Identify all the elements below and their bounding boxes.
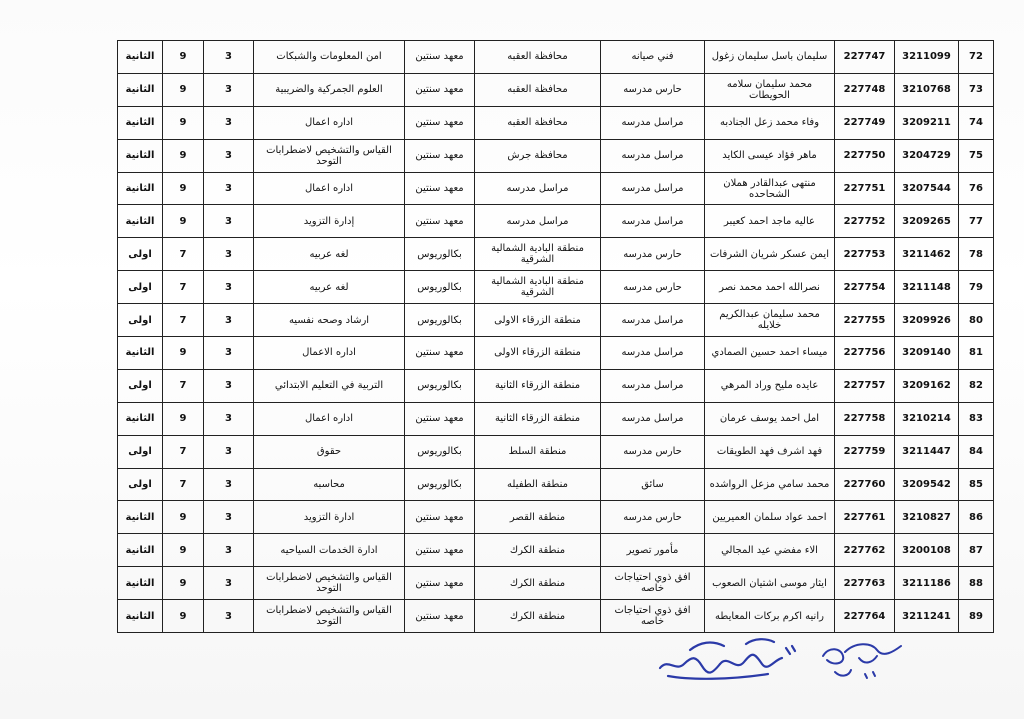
employee-name-cell: منتهى عبدالقادر هملان الشحاحده bbox=[705, 172, 835, 205]
level-cell: اولى bbox=[118, 369, 163, 402]
job-title-cell: سائق bbox=[601, 468, 705, 501]
employee-name-cell: محمد سليمان عبدالكريم خلايله bbox=[705, 304, 835, 337]
row-number-cell: 78 bbox=[959, 238, 994, 271]
national-id-cell: 3207544 bbox=[895, 172, 959, 205]
specialization-cell: محاسبه bbox=[254, 468, 405, 501]
specialization-cell: إدارة التزويد bbox=[254, 205, 405, 238]
directorate-cell: منطقة الكرك bbox=[475, 567, 601, 600]
specialization-cell: التربية في التعليم الابتدائي bbox=[254, 369, 405, 402]
employee-name-cell: ميساء احمد حسين الصمادي bbox=[705, 337, 835, 370]
directorate-cell: محافظة جرش bbox=[475, 139, 601, 172]
directorate-cell: منطقة الزرقاء الاولى bbox=[475, 337, 601, 370]
handwritten-signature bbox=[650, 628, 810, 688]
table-row bbox=[118, 41, 994, 74]
employee-name-cell: ايمن عسكر شريان الشرفات bbox=[705, 238, 835, 271]
employee-name-cell: سليمان باسل سليمان زغول bbox=[705, 41, 835, 74]
handwritten-initials bbox=[815, 632, 910, 692]
grade-cell: 9 bbox=[163, 501, 204, 534]
directorate-cell: منطقة السلط bbox=[475, 435, 601, 468]
national-id-cell: 3209140 bbox=[895, 337, 959, 370]
job-title-cell: فني صيانه bbox=[601, 41, 705, 74]
row-number-cell: 85 bbox=[959, 468, 994, 501]
specialization-cell: اداره اعمال bbox=[254, 402, 405, 435]
sequence-number-cell: 227759 bbox=[835, 435, 895, 468]
grade-cell: 9 bbox=[163, 337, 204, 370]
level-cell: الثانية bbox=[118, 139, 163, 172]
employee-name-cell: محمد سليمان سلامه الحويطات bbox=[705, 73, 835, 106]
category-cell: 3 bbox=[204, 106, 254, 139]
category-cell: 3 bbox=[204, 501, 254, 534]
job-title-cell: مراسل مدرسه bbox=[601, 369, 705, 402]
directorate-cell: مراسل مدرسه bbox=[475, 172, 601, 205]
employee-name-cell: رانيه اكرم بركات المعايطه bbox=[705, 600, 835, 633]
category-cell: 3 bbox=[204, 337, 254, 370]
qualification-cell: معهد سنتين bbox=[405, 172, 475, 205]
sequence-number-cell: 227763 bbox=[835, 567, 895, 600]
specialization-cell: لغه عربيه bbox=[254, 238, 405, 271]
directorate-cell: منطقة الزرقاء الثانية bbox=[475, 369, 601, 402]
directorate-cell: مراسل مدرسه bbox=[475, 205, 601, 238]
directorate-cell: محافظة العقبه bbox=[475, 41, 601, 74]
row-number-cell: 89 bbox=[959, 600, 994, 633]
category-cell: 3 bbox=[204, 172, 254, 205]
national-id-cell: 3211462 bbox=[895, 238, 959, 271]
row-number-cell: 86 bbox=[959, 501, 994, 534]
level-cell: الثانية bbox=[118, 534, 163, 567]
category-cell: 3 bbox=[204, 271, 254, 304]
national-id-cell: 3200108 bbox=[895, 534, 959, 567]
table-row bbox=[118, 501, 994, 534]
category-cell: 3 bbox=[204, 600, 254, 633]
job-title-cell: حارس مدرسه bbox=[601, 435, 705, 468]
specialization-cell: اداره الاعمال bbox=[254, 337, 405, 370]
employee-name-cell: الاء مفضي عيد المجالي bbox=[705, 534, 835, 567]
directorate-cell: محافظة العقبه bbox=[475, 73, 601, 106]
job-title-cell: حارس مدرسه bbox=[601, 271, 705, 304]
table-row bbox=[118, 435, 994, 468]
national-id-cell: 3210768 bbox=[895, 73, 959, 106]
sequence-number-cell: 227750 bbox=[835, 139, 895, 172]
job-title-cell: مراسل مدرسه bbox=[601, 337, 705, 370]
level-cell: اولى bbox=[118, 238, 163, 271]
employee-name-cell: وفاء محمد زعل الجنادبه bbox=[705, 106, 835, 139]
qualification-cell: بكالوريوس bbox=[405, 304, 475, 337]
row-number-cell: 87 bbox=[959, 534, 994, 567]
specialization-cell: اداره اعمال bbox=[254, 172, 405, 205]
specialization-cell: ارشاد وصحه نفسيه bbox=[254, 304, 405, 337]
table-row bbox=[118, 139, 994, 172]
job-title-cell: حارس مدرسه bbox=[601, 238, 705, 271]
level-cell: اولى bbox=[118, 468, 163, 501]
directorate-cell: منطقة القصر bbox=[475, 501, 601, 534]
level-cell: الثانية bbox=[118, 600, 163, 633]
sequence-number-cell: 227751 bbox=[835, 172, 895, 205]
grade-cell: 9 bbox=[163, 567, 204, 600]
job-title-cell: حارس مدرسه bbox=[601, 501, 705, 534]
national-id-cell: 3209211 bbox=[895, 106, 959, 139]
grade-cell: 7 bbox=[163, 271, 204, 304]
qualification-cell: معهد سنتين bbox=[405, 501, 475, 534]
employee-name-cell: عايده مليح وراد المرهي bbox=[705, 369, 835, 402]
sequence-number-cell: 227747 bbox=[835, 41, 895, 74]
specialization-cell: القياس والتشخيص لاضطرابات التوحد bbox=[254, 567, 405, 600]
sequence-number-cell: 227752 bbox=[835, 205, 895, 238]
level-cell: الثانية bbox=[118, 567, 163, 600]
category-cell: 3 bbox=[204, 41, 254, 74]
national-id-cell: 3211099 bbox=[895, 41, 959, 74]
directorate-cell: منطقة الكرك bbox=[475, 534, 601, 567]
qualification-cell: معهد سنتين bbox=[405, 73, 475, 106]
directorate-cell: منطقة البادية الشمالية الشرقية bbox=[475, 271, 601, 304]
job-title-cell: مراسل مدرسه bbox=[601, 402, 705, 435]
qualification-cell: معهد سنتين bbox=[405, 106, 475, 139]
employee-name-cell: عاليه ماجد احمد كعيبر bbox=[705, 205, 835, 238]
qualification-cell: معهد سنتين bbox=[405, 402, 475, 435]
qualification-cell: معهد سنتين bbox=[405, 534, 475, 567]
sequence-number-cell: 227758 bbox=[835, 402, 895, 435]
row-number-cell: 88 bbox=[959, 567, 994, 600]
grade-cell: 7 bbox=[163, 238, 204, 271]
specialization-cell: اداره اعمال bbox=[254, 106, 405, 139]
level-cell: الثانية bbox=[118, 172, 163, 205]
table-row bbox=[118, 369, 994, 402]
table-row bbox=[118, 238, 994, 271]
specialization-cell: القياس والتشخيص لاضطرابات التوحد bbox=[254, 600, 405, 633]
category-cell: 3 bbox=[204, 73, 254, 106]
grade-cell: 9 bbox=[163, 41, 204, 74]
national-id-cell: 3209542 bbox=[895, 468, 959, 501]
directorate-cell: محافظة العقبه bbox=[475, 106, 601, 139]
table-row bbox=[118, 73, 994, 106]
employee-name-cell: محمد سامي مزعل الرواشده bbox=[705, 468, 835, 501]
table-row bbox=[118, 304, 994, 337]
level-cell: الثانية bbox=[118, 205, 163, 238]
job-title-cell: مراسل مدرسه bbox=[601, 172, 705, 205]
qualification-cell: بكالوريوس bbox=[405, 468, 475, 501]
sequence-number-cell: 227764 bbox=[835, 600, 895, 633]
grade-cell: 9 bbox=[163, 139, 204, 172]
qualification-cell: معهد سنتين bbox=[405, 567, 475, 600]
category-cell: 3 bbox=[204, 238, 254, 271]
category-cell: 3 bbox=[204, 402, 254, 435]
category-cell: 3 bbox=[204, 205, 254, 238]
grade-cell: 7 bbox=[163, 468, 204, 501]
qualification-cell: بكالوريوس bbox=[405, 369, 475, 402]
row-number-cell: 73 bbox=[959, 73, 994, 106]
table-row bbox=[118, 271, 994, 304]
qualification-cell: معهد سنتين bbox=[405, 41, 475, 74]
qualification-cell: بكالوريوس bbox=[405, 435, 475, 468]
grade-cell: 7 bbox=[163, 435, 204, 468]
national-id-cell: 3211241 bbox=[895, 600, 959, 633]
employee-name-cell: ايثار موسى اشتيان الصعوب bbox=[705, 567, 835, 600]
row-number-cell: 79 bbox=[959, 271, 994, 304]
level-cell: الثانية bbox=[118, 501, 163, 534]
category-cell: 3 bbox=[204, 468, 254, 501]
table-row bbox=[118, 468, 994, 501]
level-cell: الثانية bbox=[118, 402, 163, 435]
table-row bbox=[118, 534, 994, 567]
employee-name-cell: فهد اشرف فهد الطويقات bbox=[705, 435, 835, 468]
national-id-cell: 3210827 bbox=[895, 501, 959, 534]
qualification-cell: معهد سنتين bbox=[405, 139, 475, 172]
row-number-cell: 77 bbox=[959, 205, 994, 238]
level-cell: اولى bbox=[118, 271, 163, 304]
category-cell: 3 bbox=[204, 139, 254, 172]
specialization-cell: لغه عربيه bbox=[254, 271, 405, 304]
national-id-cell: 3211148 bbox=[895, 271, 959, 304]
job-title-cell: مأمور تصوير bbox=[601, 534, 705, 567]
category-cell: 3 bbox=[204, 435, 254, 468]
qualification-cell: معهد سنتين bbox=[405, 205, 475, 238]
level-cell: اولى bbox=[118, 304, 163, 337]
directorate-cell: منطقة الزرقاء الاولى bbox=[475, 304, 601, 337]
job-title-cell: افق ذوي احتياجات خاصه bbox=[601, 567, 705, 600]
category-cell: 3 bbox=[204, 534, 254, 567]
specialization-cell: حقوق bbox=[254, 435, 405, 468]
job-title-cell: حارس مدرسه bbox=[601, 73, 705, 106]
level-cell: اولى bbox=[118, 435, 163, 468]
employee-name-cell: ماهر فؤاد عيسى الكايد bbox=[705, 139, 835, 172]
specialization-cell: ادارة الخدمات السياحيه bbox=[254, 534, 405, 567]
national-id-cell: 3211447 bbox=[895, 435, 959, 468]
row-number-cell: 84 bbox=[959, 435, 994, 468]
national-id-cell: 3210214 bbox=[895, 402, 959, 435]
job-title-cell: مراسل مدرسه bbox=[601, 106, 705, 139]
table-row bbox=[118, 172, 994, 205]
national-id-cell: 3209926 bbox=[895, 304, 959, 337]
grade-cell: 9 bbox=[163, 73, 204, 106]
specialization-cell: امن المعلومات والشبكات bbox=[254, 41, 405, 74]
directorate-cell: منطقة الكرك bbox=[475, 600, 601, 633]
directorate-cell: منطقة الطفيله bbox=[475, 468, 601, 501]
sequence-number-cell: 227748 bbox=[835, 73, 895, 106]
level-cell: الثانية bbox=[118, 41, 163, 74]
row-number-cell: 83 bbox=[959, 402, 994, 435]
grade-cell: 9 bbox=[163, 106, 204, 139]
grade-cell: 7 bbox=[163, 304, 204, 337]
employee-name-cell: امل احمد يوسف عرمان bbox=[705, 402, 835, 435]
job-title-cell: مراسل مدرسه bbox=[601, 205, 705, 238]
sequence-number-cell: 227762 bbox=[835, 534, 895, 567]
qualification-cell: معهد سنتين bbox=[405, 337, 475, 370]
level-cell: الثانية bbox=[118, 73, 163, 106]
level-cell: الثانية bbox=[118, 106, 163, 139]
employee-name-cell: احمد عواد سلمان العميريين bbox=[705, 501, 835, 534]
sequence-number-cell: 227754 bbox=[835, 271, 895, 304]
sequence-number-cell: 227753 bbox=[835, 238, 895, 271]
national-id-cell: 3209162 bbox=[895, 369, 959, 402]
row-number-cell: 81 bbox=[959, 337, 994, 370]
level-cell: الثانية bbox=[118, 337, 163, 370]
row-number-cell: 74 bbox=[959, 106, 994, 139]
specialization-cell: القياس والتشخيص لاضطرابات التوحد bbox=[254, 139, 405, 172]
appointments-table bbox=[117, 40, 994, 633]
specialization-cell: العلوم الجمركية والضريبية bbox=[254, 73, 405, 106]
row-number-cell: 82 bbox=[959, 369, 994, 402]
grade-cell: 9 bbox=[163, 172, 204, 205]
national-id-cell: 3211186 bbox=[895, 567, 959, 600]
grade-cell: 7 bbox=[163, 369, 204, 402]
category-cell: 3 bbox=[204, 567, 254, 600]
table-row bbox=[118, 205, 994, 238]
table-body bbox=[118, 41, 994, 633]
row-number-cell: 76 bbox=[959, 172, 994, 205]
grade-cell: 9 bbox=[163, 600, 204, 633]
specialization-cell: ادارة التزويد bbox=[254, 501, 405, 534]
directorate-cell: منطقة الزرقاء الثانية bbox=[475, 402, 601, 435]
table-row bbox=[118, 337, 994, 370]
sequence-number-cell: 227749 bbox=[835, 106, 895, 139]
national-id-cell: 3204729 bbox=[895, 139, 959, 172]
sequence-number-cell: 227755 bbox=[835, 304, 895, 337]
table-row bbox=[118, 567, 994, 600]
job-title-cell: مراسل مدرسه bbox=[601, 304, 705, 337]
sequence-number-cell: 227761 bbox=[835, 501, 895, 534]
job-title-cell: افق ذوي احتياجات خاصه bbox=[601, 600, 705, 633]
row-number-cell: 75 bbox=[959, 139, 994, 172]
sequence-number-cell: 227756 bbox=[835, 337, 895, 370]
row-number-cell: 72 bbox=[959, 41, 994, 74]
qualification-cell: معهد سنتين bbox=[405, 600, 475, 633]
grade-cell: 9 bbox=[163, 205, 204, 238]
job-title-cell: مراسل مدرسه bbox=[601, 139, 705, 172]
category-cell: 3 bbox=[204, 304, 254, 337]
table-row bbox=[118, 600, 994, 633]
grade-cell: 9 bbox=[163, 402, 204, 435]
grade-cell: 9 bbox=[163, 534, 204, 567]
row-number-cell: 80 bbox=[959, 304, 994, 337]
sequence-number-cell: 227760 bbox=[835, 468, 895, 501]
table-row bbox=[118, 106, 994, 139]
employee-name-cell: نصرالله احمد محمد نصر bbox=[705, 271, 835, 304]
table-row bbox=[118, 402, 994, 435]
directorate-cell: منطقة البادية الشمالية الشرقية bbox=[475, 238, 601, 271]
qualification-cell: بكالوريوس bbox=[405, 271, 475, 304]
sequence-number-cell: 227757 bbox=[835, 369, 895, 402]
qualification-cell: بكالوريوس bbox=[405, 238, 475, 271]
national-id-cell: 3209265 bbox=[895, 205, 959, 238]
category-cell: 3 bbox=[204, 369, 254, 402]
